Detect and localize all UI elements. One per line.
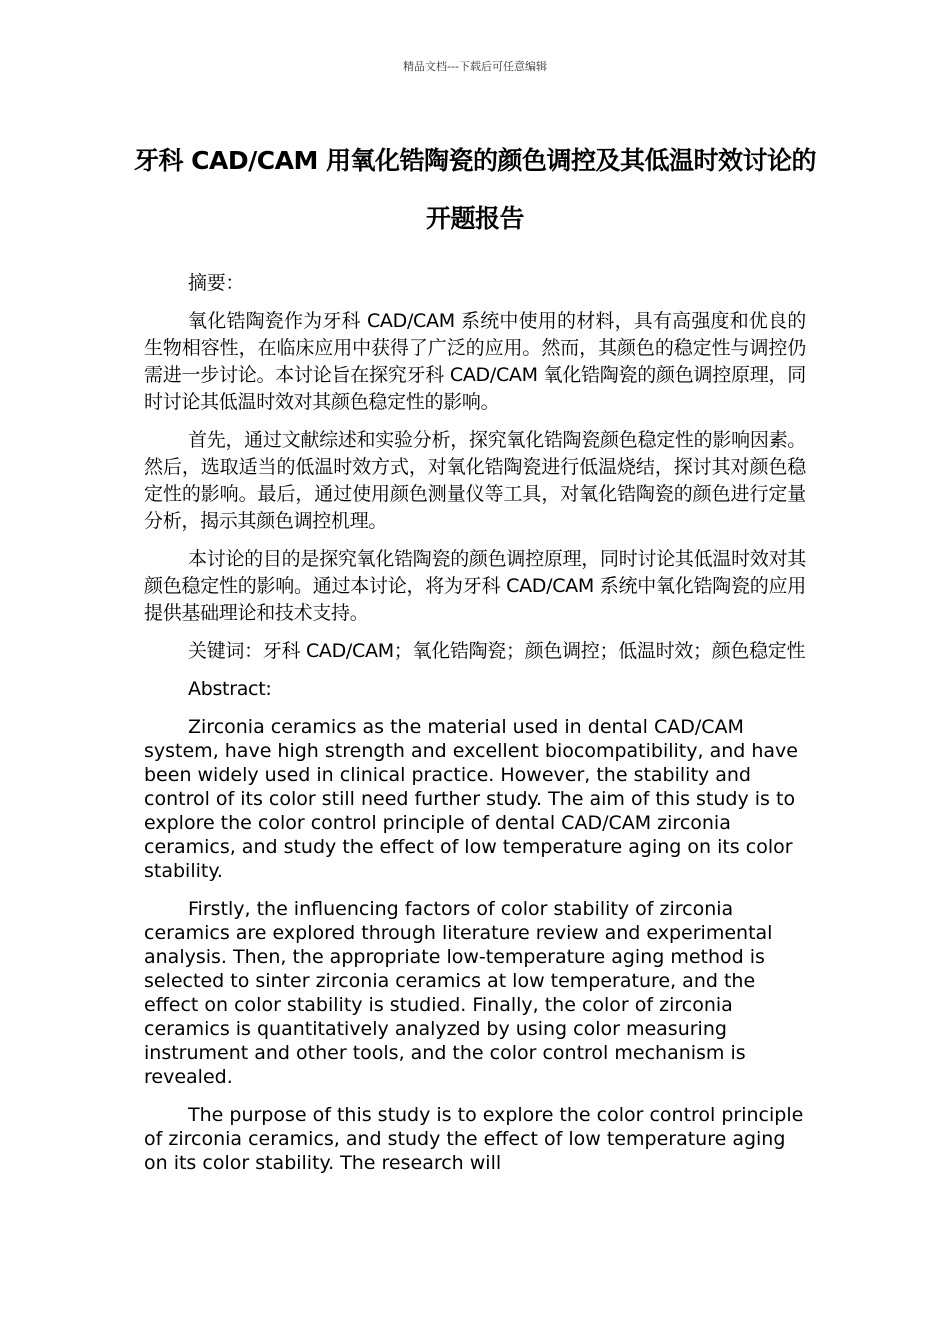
abstract-cn-paragraph-3: 本讨论的目的是探究氧化锆陶瓷的颜色调控原理，同时讨论其低温时效对其颜色稳定性的影响。通过本讨论，将为牙科 CAD/CAM 系统中氧化锆陶瓷的应用提供基础理论和技术支持。 [144,548,806,624]
abstract-cn-paragraph-2: 首先，通过文献综述和实验分析，探究氧化锆陶瓷颜色稳定性的影响因素。然后，选取适当的低温时效方式，对氧化锆陶瓷进行低温烧结，探讨其对颜色稳定性的影响。最后，通过使用颜色测量仪等工具，对氧化锆陶瓷的颜色进行定量分析，揭示其颜色调控机理。 [144,429,806,532]
page-header-note: 精品文档---下载后可任意编辑 [403,60,547,73]
abstract-en-paragraph-1: Zirconia ceramics as the material used in dental CAD/CAM system, have high strength and excellent biocompatibility, and have been widely used in clinical practice. However, the stability and control of its color still need further study. The aim of this study is to explore the color control principle of dental CAD/CAM zirconia ceramics, and study the effect of low temperature aging on its color stability. [144,716,798,882]
document-title: 牙科 CAD/CAM 用氧化锆陶瓷的颜色调控及其低温时效讨论的开题报告 [133,146,817,233]
abstract-en-paragraph-3: The purpose of this study is to explore the color control principle of zirconia ceramics, and study the effect of low temperature aging on its color stability. The research will [144,1104,804,1174]
document-body [144,270,806,1189]
abstract-en-label: Abstract: [188,678,272,700]
abstract-en-paragraph-2: Firstly, the influencing factors of color stability of zirconia ceramics are explored through literature review and experimental analysis. Then, the appropriate low-temperature aging method is selected to sinter zirconia ceramics at low temperature, and the effect on color stability is studied. Finally, the color of zirconia ceramics is quantitatively analyzed by using color measuring instrument and other tools, and the color control mechanism is revealed. [144,898,773,1088]
abstract-cn-label: 摘要： [188,272,245,294]
abstract-cn-paragraph-1: 氧化锆陶瓷作为牙科 CAD/CAM 系统中使用的材料，具有高强度和优良的生物相容性，在临床应用中获得了广泛的应用。然而，其颜色的稳定性与调控仍需进一步讨论。本讨论旨在探究牙科 CAD/CAM 氧化锆陶瓷的颜色调控原理，同时讨论其低温时效对其颜色稳定性的影响。 [144,310,806,413]
keywords-cn: 关键词：牙科 CAD/CAM；氧化锆陶瓷；颜色调控；低温时效；颜色稳定性 [188,640,806,662]
